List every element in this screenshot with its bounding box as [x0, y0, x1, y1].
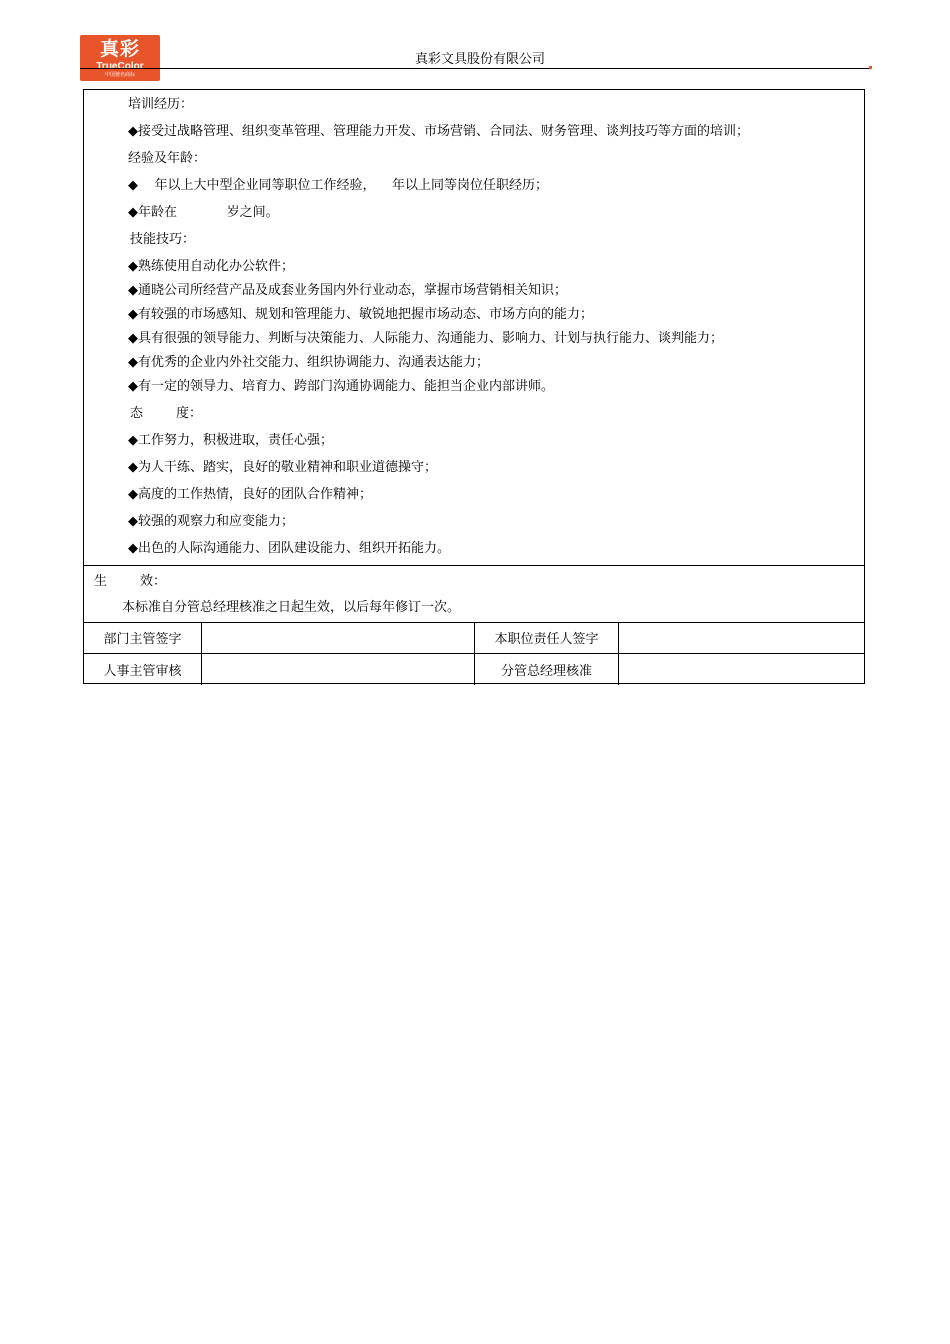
effect-cell — [84, 565, 864, 623]
header-accent-dot — [869, 66, 872, 69]
requirements-table — [83, 89, 865, 684]
company-name: 真彩文具股份有限公司 — [414, 52, 545, 67]
signature-row — [84, 654, 864, 685]
company-logo — [80, 35, 160, 81]
qualifications-cell — [84, 90, 864, 566]
experience-item: ◆年龄在 岁之间。 — [128, 205, 279, 220]
training-title: 培训经历： — [128, 97, 194, 112]
hr-supervisor-signature-field[interactable] — [202, 654, 475, 685]
attitude-item: ◆为人干练、踏实，良好的敬业精神和职业道德操守； — [128, 460, 437, 475]
attitude-item: ◆高度的工作热情，良好的团队合作精神； — [128, 487, 372, 502]
experience-title: 经验及年龄： — [128, 151, 207, 166]
attitude-title: 态 度： — [130, 406, 203, 421]
skills-item: ◆有优秀的企业内外社交能力、组织协调能力、沟通表达能力； — [128, 355, 489, 370]
skills-title: 技能技巧： — [130, 232, 196, 247]
signature-row — [84, 622, 864, 654]
dept-supervisor-signature-field[interactable] — [202, 622, 475, 653]
training-item: ◆接受过战略管理、组织变革管理、管理能力开发、市场营销、合同法、财务管理、谈判技巧等方面的培训； — [128, 124, 749, 139]
skills-item: ◆熟练使用自动化办公软件； — [128, 259, 294, 274]
attitude-item: ◆工作努力，积极进取，责任心强； — [128, 433, 333, 448]
position-holder-signature-field[interactable] — [619, 622, 864, 653]
skills-item: ◆有较强的市场感知、规划和管理能力、敏锐地把握市场动态、市场方向的能力； — [128, 307, 593, 322]
hr-supervisor-label: 人事主管审核 — [84, 654, 202, 685]
effect-text: 本标准自分管总经理核准之日起生效，以后每年修订一次。 — [122, 600, 461, 615]
logo-english-text: TrueColor — [96, 61, 144, 72]
general-manager-label: 分管总经理核准 — [475, 654, 619, 685]
skills-item: ◆具有很强的领导能力、判断与决策能力、人际能力、沟通能力、影响力、计划与执行能力、谈判能力； — [128, 331, 723, 346]
skills-item: ◆通晓公司所经营产品及成套业务国内外行业动态，掌握市场营销相关知识； — [128, 283, 567, 298]
logo-subtitle: 中国驰名商标 — [104, 72, 135, 78]
experience-item: ◆ 年以上大中型企业同等职位工作经验， 年以上同等岗位任职经历； — [128, 178, 549, 193]
general-manager-signature-field[interactable] — [619, 654, 864, 685]
attitude-item: ◆较强的观察力和应变能力； — [128, 514, 294, 529]
logo-chinese-text: 真彩 — [99, 38, 140, 60]
skills-item: ◆有一定的领导力、培育力、跨部门沟通协调能力、能担当企业内部讲师。 — [128, 379, 554, 394]
header-divider — [80, 68, 872, 69]
effect-title: 生 效： — [94, 574, 167, 589]
dept-supervisor-label: 部门主管签字 — [84, 622, 202, 653]
attitude-item: ◆出色的人际沟通能力、团队建设能力、组织开拓能力。 — [128, 541, 450, 556]
position-holder-label: 本职位责任人签字 — [475, 622, 619, 653]
